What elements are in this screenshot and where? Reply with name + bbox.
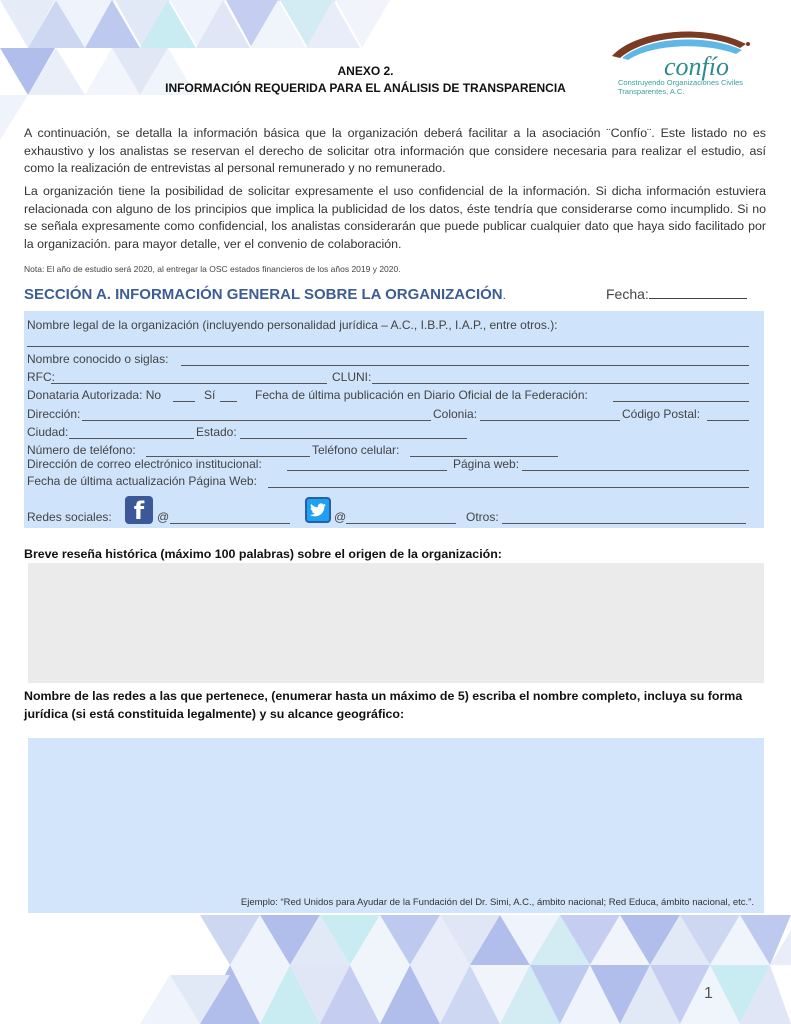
cluni-label: CLUNI: [332,370,372,384]
postal-code-label: Código Postal: [622,407,701,421]
networks-example: Ejemplo: “Red Unidos para Ayudar de la Fundación del Dr. Simi, A.C., ámbito nacional; Red Educa, ámbito nacional, etc.”. [240,897,754,908]
page-number: 1 [704,985,713,1002]
date-label: Fecha: [606,286,649,302]
networks-answer-box[interactable] [28,738,764,913]
history-question: Breve reseña histórica (máximo 100 palabras) sobre el origen de la organización: [24,547,502,561]
date-field[interactable] [606,286,747,302]
colonia-label: Colonia: [433,407,478,421]
other-social-label: Otros: [466,510,499,524]
intro-paragraph-1: A continuación, se detalla la información básica que la organización deberá facilitar a la asociación ¨Confío¨. Este listado no es exhaustivo y los analistas se reservan el derecho de solicitar otra información que considere necesaria para realizar el estudio, así como la realización de entrevistas al personal remunerado y no remunerado. [24,126,766,175]
annex-subtitle: INFORMACIÓN REQUERIDA PARA EL ANÁLISIS DE TRANSPARENCIA [165,81,566,95]
web-update-label: Fecha de última actualización Página Web: [27,474,257,488]
networks-question: Nombre de las redes a las que pertenece, (enumerar hasta un máximo de 5) escriba el nombre completo, incluya su forma jurídica (si está constituida legalmente) y su alcance geográfico: [24,689,743,721]
general-info-form [24,311,764,528]
social-media-label: Redes sociales: [27,510,112,524]
facebook-at-label: @ [157,510,170,524]
history-answer-box[interactable] [28,563,764,683]
city-label: Ciudad: [27,425,69,439]
facebook-icon: f [125,496,153,524]
study-year-note: Nota: El año de estudio será 2020, al entregar la OSC estados financieros de los años 2019 y 2020. [24,264,401,274]
logo-wordmark: confío [664,52,729,81]
publication-date-label: Fecha de última publicación en Diario Oficial de la Federación: [255,388,588,402]
section-a-title-dot: . [502,288,506,302]
section-a-title-text: SECCIÓN A. INFORMACIÓN GENERAL SOBRE LA ORGANIZACIÓN [24,286,503,303]
mobile-label: Teléfono celular: [312,443,400,457]
phone-label: Número de teléfono: [27,443,136,457]
legal-name-label: Nombre legal de la organización (incluyendo personalidad jurídica – A.C., I.B.P., I.A.P., entre otros.): [27,318,558,332]
intro-paragraph-2: La organización tiene la posibilidad de solicitar expresamente el uso confidencial de la información. Si dicha información estuviera relacionada con alguno de los principios que implica la publicidad de los datos, éste tendría que considerarse como incumplido. Si no se señala expresamente como confidencial, los analistas considerarán que puede publicar cualquier dato que haya sido facilitado por la organización. para mayor detalle, ver el convenio de colaboración. [24,184,766,251]
date-blank[interactable] [649,286,747,299]
email-label: Dirección de correo electrónico institucional: [27,457,262,471]
section-a-title [24,286,506,303]
address-label: Dirección: [27,407,81,421]
rfc-label: RFC: [27,370,55,384]
logo-tagline: Construyendo Organizaciones Civiles Transparentes, A.C. [618,78,744,96]
website-label: Página web: [453,457,520,471]
state-label: Estado: [196,425,237,439]
donataria-si-label: Sí [204,388,216,402]
donataria-label: Donataria Autorizada: No [27,388,162,402]
annex-title: ANEXO 2. [337,64,394,78]
twitter-at-label: @ [334,510,347,524]
known-name-label: Nombre conocido o siglas: [27,352,169,366]
